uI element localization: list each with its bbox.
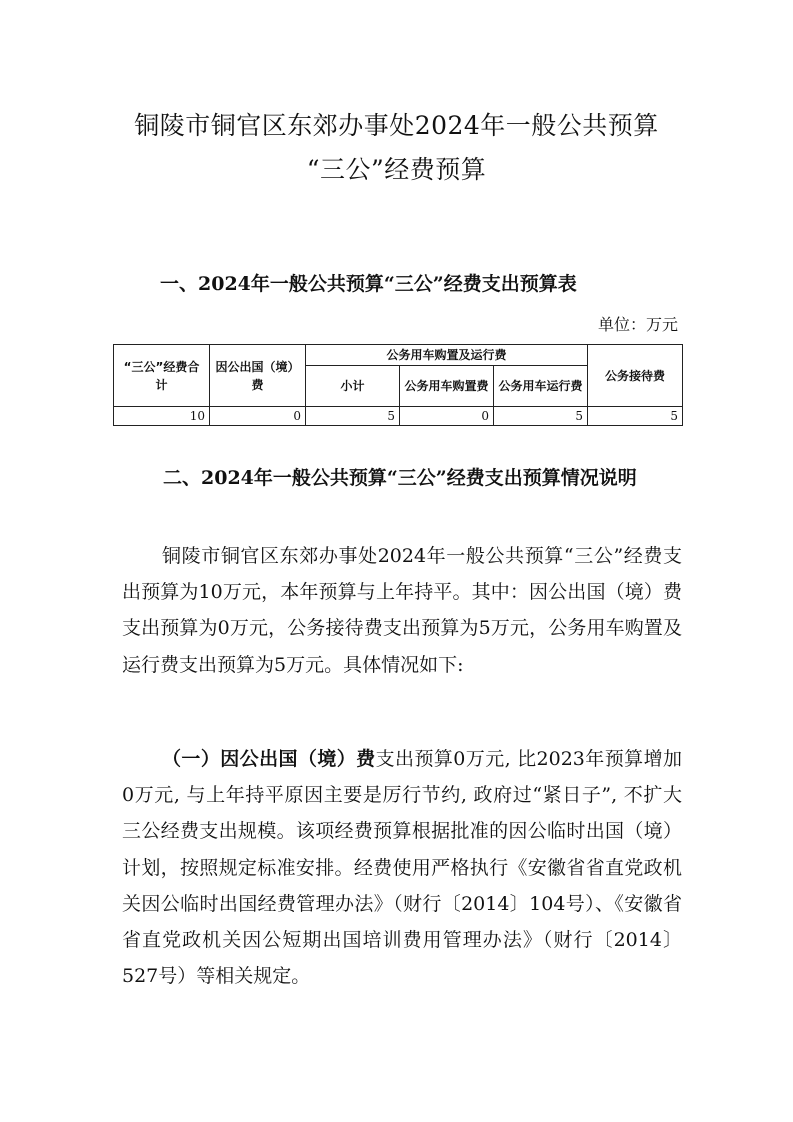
paragraph-abroad-heading: （一）因公出国（境）费: [162, 748, 376, 770]
paragraph-abroad-text: 支出预算0万元, 比2023年预算增加0万元, 与上年持平原因主要是厉行节约, 政府过“紧日子”, 不扩大三公经费支出规模。该项经费预算根据批准的因公临时出国（境）计划，按照规定标准安排。经费使用严格执行《安徽省省直党政机关因公临时出国经费管理办法》（财行〔2014〕104号）、《安徽省省直党政机关因公短期出国培训费用管理办法》（财行〔2014〕527号）等相关规定。: [122, 748, 682, 988]
header-total: “三公”经费合计: [114, 345, 210, 407]
table-row: [114, 407, 683, 426]
cell-vehicle-operation: 5: [494, 407, 588, 426]
section1-heading: 一、2024年一般公共预算“三公”经费支出预算表: [160, 273, 577, 295]
cell-abroad: 0: [210, 407, 306, 426]
header-vehicle-subtotal: 小计: [306, 366, 400, 407]
header-vehicle-purchase: 公务用车购置费: [400, 366, 494, 407]
title-line-2: “三公”经费预算: [306, 155, 487, 184]
unit-label: 单位：万元: [597, 315, 678, 334]
cell-vehicle-purchase: 0: [400, 407, 494, 426]
header-vehicle-operation: 公务用车运行费: [494, 366, 588, 407]
header-vehicle-group: 公务用车购置及运行费: [306, 345, 588, 366]
paragraph-summary: 铜陵市铜官区东郊办事处2024年一般公共预算“三公”经费支出预算为10万元，本年预算与上年持平。其中：因公出国（境）费支出预算为0万元，公务接待费支出预算为5万元，公务用车购置及运行费支出预算为5万元。具体情况如下:: [122, 545, 682, 676]
table-header-row: [114, 345, 683, 366]
header-reception: 公务接待费: [588, 345, 683, 407]
cell-total: 10: [114, 407, 210, 426]
header-abroad: 因公出国（境）费: [210, 345, 306, 407]
document-title: [60, 104, 733, 192]
paragraph-abroad: [122, 741, 682, 994]
cell-vehicle-subtotal: 5: [306, 407, 400, 426]
section2-heading: 二、2024年一般公共预算“三公”经费支出预算情况说明: [163, 467, 637, 489]
budget-table: [113, 344, 683, 426]
cell-reception: 5: [588, 407, 683, 426]
title-line-1: 铜陵市铜官区东郊办事处2024年一般公共预算: [134, 111, 659, 140]
